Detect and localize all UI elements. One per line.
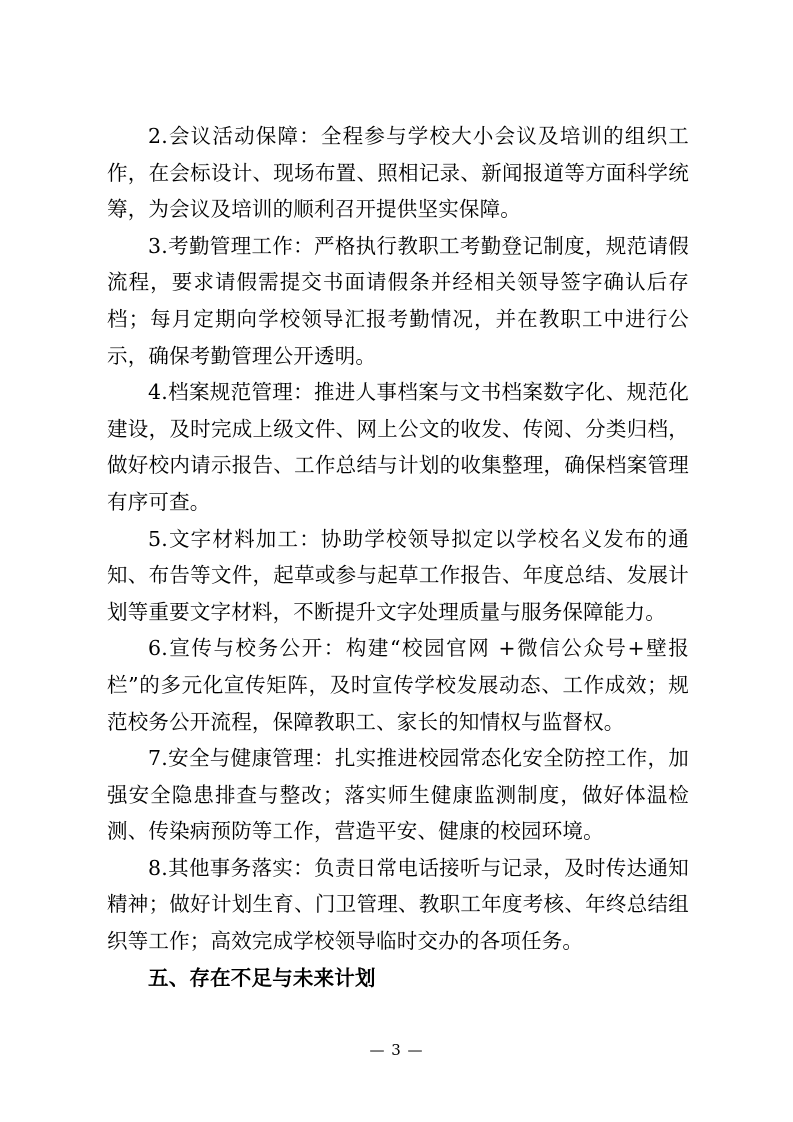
paragraph-safety-health: 7.安全与健康管理：扎实推进校园常态化安全防控工作，加强安全隐患排查与整改；落实师生健康监测制度，做好体温检测、传染病预防等工作，营造平安、健康的校园环境。 [107,746,689,844]
paragraph-attendance-management: 3.考勤管理工作：严格执行教职工考勤登记制度，规范请假流程，要求请假需提交书面请假条并经相关领导签字确认后存档；每月定期向学校领导汇报考勤情况，并在教职工中进行公示，确保考勤管理公开透明。 [107,233,689,368]
paragraph-document-drafting: 5.文字材料加工：协助学校领导拟定以学校名义发布的通知、布告等文件，起草或参与起草工作报告、年度总结、发展计划等重要文字材料，不断提升文字处理质量与服务保障能力。 [107,526,689,624]
section-heading: 五、存在不足与未来计划 [148,965,376,990]
paragraph-meeting-support: 2.会议活动保障：全程参与学校大小会议及培训的组织工作，在会标设计、现场布置、照相记录、新闻报道等方面科学统筹，为会议及培训的顺利召开提供坚实保障。 [107,124,689,222]
page-number: — 3 — [369,1041,424,1059]
document-body [107,118,689,996]
paragraph-archive-management: 4.档案规范管理：推进人事档案与文书档案数字化、规范化建设，及时完成上级文件、网上公文的收发、传阅、分类归档，做好校内请示报告、工作总结与计划的收集整理，确保档案管理有序可查。 [107,380,689,514]
paragraph-publicity: 6.宣传与校务公开：构建“校园官网 +微信公众号+壁报栏”的多元化宣传矩阵，及时宣传学校发展动态、工作成效；规范校务公开流程，保障教职工、家长的知情权与监督权。 [107,636,689,734]
paragraph-other-affairs: 8.其他事务落实：负责日常电话接听与记录，及时传达通知精神；做好计划生育、门卫管理、教职工年度考核、年终总结组织等工作；高效完成学校领导临时交办的各项任务。 [107,855,689,954]
